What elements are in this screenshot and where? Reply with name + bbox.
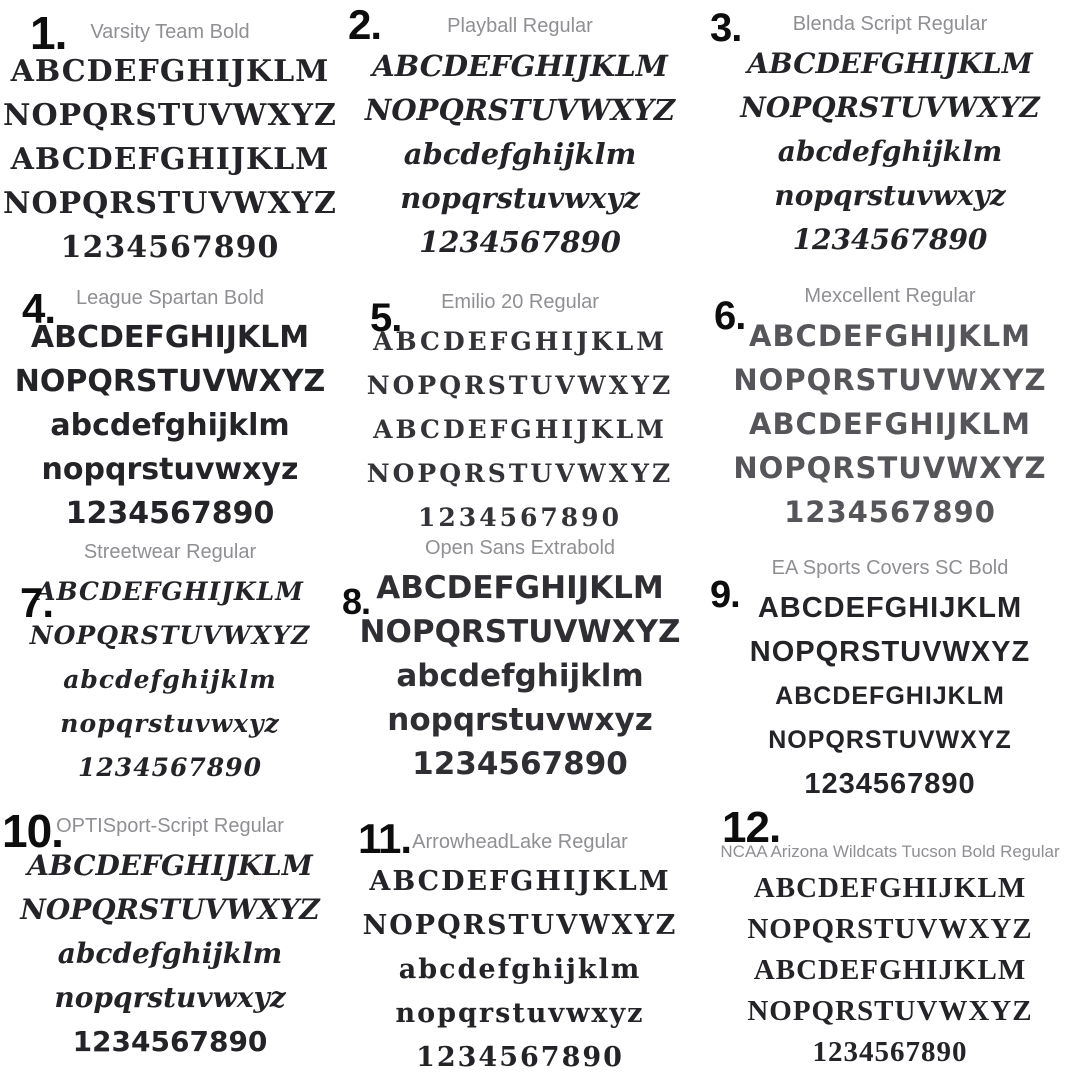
specimen-line: nopqrstuvwxyz [41,452,299,487]
specimen-cell-open-sans-extrabold [340,530,700,800]
specimen-line: NOPQRSTUVWXYZ [3,186,337,221]
specimen-line: ABCDEFGHIJKLM [749,407,1031,441]
specimen-number: 11. [358,815,412,862]
specimen-line: ABCDEFGHIJKLM [753,954,1027,987]
font-name-label: EA Sports Covers SC Bold [771,557,1009,579]
specimen-number: 10. [2,805,63,857]
specimen-sample [340,320,700,540]
specimen-line: NOPQRSTUVWXYZ [747,995,1033,1028]
specimen-sample [0,316,340,536]
specimen-cell-emilio-20-regular [340,270,700,530]
specimen-line: NOPQRSTUVWXYZ [740,91,1040,124]
specimen-cell-varsity-team-bold [0,0,340,270]
specimen-line: 1234567890 [418,503,622,532]
specimen-sample [340,44,700,264]
specimen-line: 1234567890 [792,223,988,256]
specimen-line: 1234567890 [412,746,628,782]
specimen-number: 4. [22,285,56,332]
specimen-line: abcdefghijklm [777,135,1003,168]
font-name-label: Mexcellent Regular [804,285,976,307]
specimen-line: ABCDEFGHIJKLM [747,47,1033,80]
specimen-cell-streetwear-regular [0,530,340,800]
specimen-cell-ncaa-arizona-wildcats-tucson-bold [700,800,1080,1080]
specimen-line: ABCDEFGHIJKLM [775,682,1005,710]
specimen-line: ABCDEFGHIJKLM [10,54,330,89]
specimen-line: NOPQRSTUVWXYZ [366,371,674,400]
specimen-line: ABCDEFGHIJKLM [27,849,313,882]
specimen-line: ABCDEFGHIJKLM [753,872,1027,905]
specimen-number: 9. [710,574,740,616]
specimen-line: ABCDEFGHIJKLM [376,570,664,606]
specimen-line: 1234567890 [72,1025,268,1058]
specimen-cell-playball-regular [340,0,700,270]
specimen-line: 1234567890 [60,230,280,265]
font-name-label: Open Sans Extrabold [424,537,616,559]
font-name-label: OPTISport-Script Regular [56,815,284,837]
specimen-line: NOPQRSTUVWXYZ [768,726,1012,754]
specimen-line: ABCDEFGHIJKLM [757,592,1023,624]
specimen-line: NOPQRSTUVWXYZ [733,451,1047,485]
font-name-label: Playball Regular [447,15,593,37]
specimen-line: NOPQRSTUVWXYZ [20,893,320,926]
specimen-line: ABCDEFGHIJKLM [373,327,667,356]
specimen-line: abcdefghijklm [63,665,277,694]
specimen-line: ABCDEFGHIJKLM [372,49,668,83]
specimen-number: 8. [342,581,371,622]
specimen-sample [0,50,340,270]
specimen-line: ABCDEFGHIJKLM [749,319,1031,353]
font-name-label: Emilio 20 Regular [441,291,599,313]
specimen-number: 1. [30,7,67,59]
specimen-line: abcdefghijklm [398,954,642,985]
specimen-cell-league-spartan-bold [0,270,340,530]
specimen-line: NOPQRSTUVWXYZ [359,614,681,650]
font-name-label: ArrowheadLake Regular [412,831,628,853]
specimen-line: NOPQRSTUVWXYZ [29,621,311,650]
font-name-label: Streetwear Regular [83,541,257,563]
specimen-line: nopqrstuvwxyz [387,702,653,738]
specimen-line: 1234567890 [784,495,996,529]
specimen-line: abcdefghijklm [50,408,290,443]
specimen-cell-mexcellent-regular [700,270,1080,530]
specimen-line: ABCDEFGHIJKLM [36,577,304,606]
specimen-line: NOPQRSTUVWXYZ [14,364,326,399]
font-name-label: Blenda Script Regular [792,13,988,35]
specimen-line: NOPQRSTUVWXYZ [3,98,337,133]
specimen-sample [700,868,1080,1073]
specimen-line: 1234567890 [78,753,262,782]
specimen-line: 1234567890 [419,225,621,259]
specimen-line: abcdefghijklm [403,137,637,171]
specimen-number: 12. [722,803,781,852]
specimen-number: 6. [714,294,746,338]
font-name-label: League Spartan Bold [76,287,264,309]
specimen-line: nopqrstuvwxyz [395,998,645,1029]
specimen-line: NOPQRSTUVWXYZ [749,636,1031,668]
specimen-cell-ea-sports-covers-sc-bold [700,530,1080,800]
specimen-line: 1234567890 [812,1036,968,1069]
specimen-line: NOPQRSTUVWXYZ [362,910,678,941]
specimen-line: abcdefghijklm [396,658,644,694]
specimen-line: nopqrstuvwxyz [60,709,280,738]
font-name-label: NCAA Arizona Wildcats Tucson Bold Regular [720,842,1060,861]
specimen-line: ABCDEFGHIJKLM [30,320,310,355]
specimen-line: ABCDEFGHIJKLM [369,866,671,897]
specimen-line: NOPQRSTUVWXYZ [747,913,1033,946]
specimen-cell-arrowheadlake-regular [340,800,700,1080]
specimen-line: ABCDEFGHIJKLM [373,415,667,444]
specimen-sample [340,860,700,1080]
specimen-line: NOPQRSTUVWXYZ [364,93,676,127]
specimen-line: nopqrstuvwxyz [400,181,640,215]
specimen-number: 7. [20,579,54,626]
specimen-sample [340,566,700,786]
specimen-line: ABCDEFGHIJKLM [10,142,330,177]
specimen-number: 2. [348,1,382,48]
specimen-number: 3. [710,6,742,50]
specimen-cell-optisport-script-regular [0,800,340,1080]
specimen-sample [700,586,1080,806]
specimen-line: NOPQRSTUVWXYZ [366,459,674,488]
font-name-label: Varsity Team Bold [90,21,250,43]
specimen-line: nopqrstuvwxyz [774,179,1006,212]
specimen-line: 1234567890 [416,1042,624,1073]
specimen-cell-blenda-script-regular [700,0,1080,270]
specimen-line: nopqrstuvwxyz [54,981,286,1014]
specimen-line: 1234567890 [65,496,275,531]
specimen-number: 5. [370,296,402,340]
specimen-line: abcdefghijklm [57,937,283,970]
specimen-line: NOPQRSTUVWXYZ [733,363,1047,397]
specimen-sample [0,844,340,1064]
specimen-line: 1234567890 [804,768,976,800]
specimen-sample [700,314,1080,534]
specimen-sample [700,42,1080,262]
